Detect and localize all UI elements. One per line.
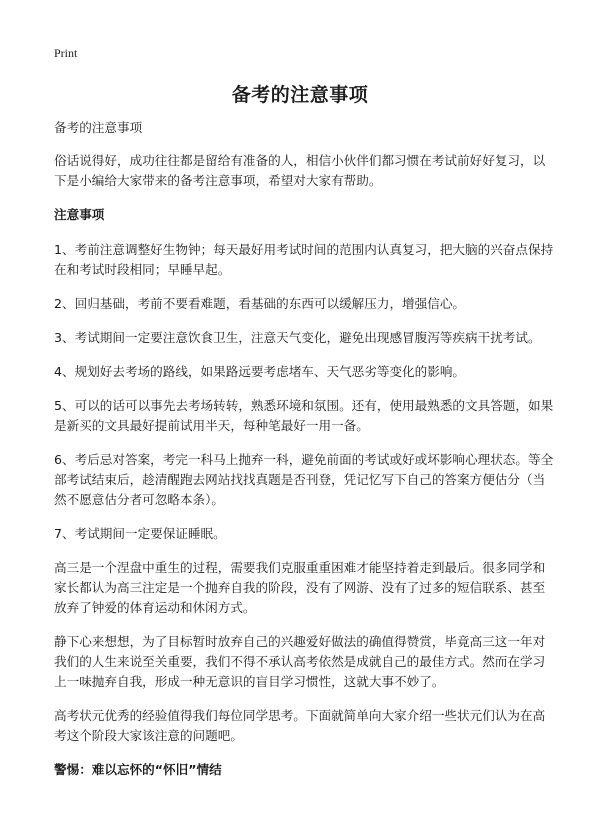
body-paragraph: 静下心来想想，为了目标暂时放弃自己的兴趣爱好做法的确值得赞赏，毕竟高三这一年对我们的人生来说至关重要，我们不得不承认高考依然是成就自己的最佳方式。然而在学习上一味抛弃自我，形成一种无意识的盲目学习惯性，这就大事不妙了。: [54, 634, 546, 689]
section-heading: 注意事项: [54, 207, 105, 222]
final-section-heading: 警惕：难以忘怀的“怀旧”情结: [54, 762, 222, 777]
list-item: 3、考试期间一定要注意饮食卫生，注意天气变化，避免出现感冒腹泻等疾病干扰考试。: [54, 330, 541, 345]
article-body: [54, 118, 554, 780]
body-paragraph: 高考状元优秀的经验值得我们每位同学思考。下面就简单向大家介绍一些状元们认为在高考这个阶段大家该注意的问题吧。: [54, 708, 546, 743]
list-item: 1、考前注意调整好生物钟；每天最好用考试时间的范围内认真复习，把大脑的兴奋点保持在和考试时段相同；早睡早起。: [54, 242, 554, 277]
body-paragraph: 高三是一个涅盘中重生的过程，需要我们克服重重困难才能坚持着走到最后。很多同学和家长都认为高三注定是一个抛弃自我的阶段，没有了网游、没有了过多的短信联系、甚至放弃了钟爱的体育运动和休闲方式。: [54, 560, 546, 615]
print-label[interactable]: Print: [54, 46, 78, 60]
page-title: 备考的注意事项: [231, 84, 369, 106]
list-item: 4、规划好去考场的路线，如果路远要考虑堵车、天气恶劣等变化的影响。: [54, 364, 466, 379]
list-item: 7、考试期间一定要保证睡眠。: [54, 526, 226, 541]
list-item: 2、回归基础，考前不要看难题，看基础的东西可以缓解压力，增强信心。: [54, 296, 466, 311]
intro-paragraph: 俗话说得好，成功往往都是留给有准备的人，相信小伙伴们都习惯在考试前好好复习，以下是小编给大家带来的备考注意事项，希望对大家有帮助。: [54, 153, 546, 188]
list-item: 5、可以的话可以事先去考场转转，熟悉环境和氛围。还有，使用最熟悉的文具答题，如果是新买的文具最好提前试用半天，每种笔最好一用一备。: [54, 398, 554, 433]
list-item: 6、考后忌对答案，考完一科马上抛弃一科，避免前面的考试或好或坏影响心理状态。等全部考试结束后，趁清醒跑去网站找找真题是否刊登，凭记忆写下自己的答案方便估分（当然不愿意估分者可忽略本条）。: [54, 452, 554, 507]
article-subtitle: 备考的注意事项: [54, 120, 143, 135]
